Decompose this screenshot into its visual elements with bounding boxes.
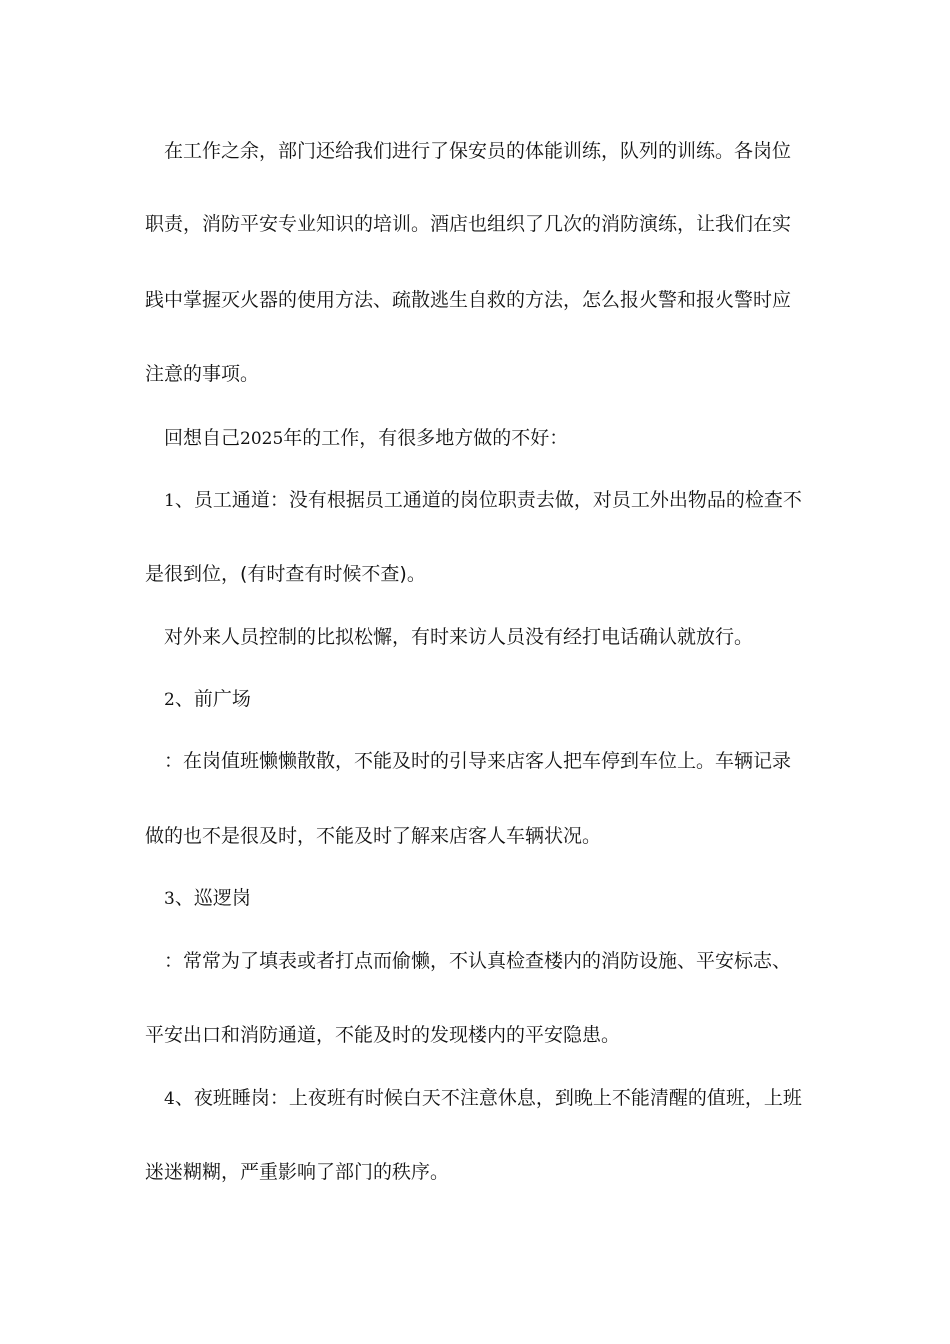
list-item bbox=[164, 687, 834, 712]
paragraph-line: ：常常为了填表或者打点而偷懒，不认真检查楼内的消防设施、平安标志、 bbox=[164, 950, 792, 972]
list-item bbox=[164, 1086, 834, 1111]
paragraph-line: 迷迷糊糊，严重影响了部门的秩序。 bbox=[145, 1161, 450, 1183]
item-number: 1 bbox=[164, 491, 175, 511]
item-title: 、巡逻岗 bbox=[174, 887, 251, 909]
text-span: 年的工作，有很多地方做的不好： bbox=[283, 427, 569, 449]
paragraph-line: 平安出口和消防通道，不能及时的发现楼内的平安隐患。 bbox=[145, 1024, 621, 1046]
paragraph-line: 对外来人员控制的比拟松懈，有时来访人员没有经打电话确认就放行。 bbox=[164, 626, 754, 648]
item-text: 、员工通道：没有根据员工通道的岗位职责去做，对员工外出物品的检查不 bbox=[174, 489, 802, 511]
paragraph-line: 做的也不是很及时，不能及时了解来店客人车辆状况。 bbox=[145, 825, 602, 847]
item-text: 、夜班睡岗：上夜班有时候白天不注意休息，到晚上不能清醒的值班，上班 bbox=[174, 1087, 802, 1109]
paragraph-line: 职责，消防平安专业知识的培训。酒店也组织了几次的消防演练，让我们在实 bbox=[145, 213, 792, 235]
item-title: 、前广场 bbox=[174, 688, 251, 710]
paragraph-line: ：在岗值班懒懒散散，不能及时的引导来店客人把车停到车位上。车辆记录 bbox=[164, 750, 792, 772]
list-item bbox=[164, 886, 834, 911]
paragraph-line: 注意的事项。 bbox=[145, 363, 260, 385]
item-number: 3 bbox=[164, 889, 175, 909]
list-item bbox=[164, 488, 834, 513]
paragraph-line: 在工作之余，部门还给我们进行了保安员的体能训练，队列的训练。各岗位 bbox=[164, 140, 792, 162]
paragraph-line: 践中掌握灭火器的使用方法、疏散逃生自救的方法，怎么报火警和报火警时应 bbox=[145, 289, 792, 311]
text-span: 回想自己 bbox=[164, 427, 241, 449]
paragraph-line: 是很到位，(有时查有时候不查)。 bbox=[145, 563, 426, 585]
year-number: 2025 bbox=[240, 429, 284, 449]
item-number: 2 bbox=[164, 690, 175, 710]
paragraph-line bbox=[164, 426, 834, 451]
item-number: 4 bbox=[164, 1089, 175, 1109]
